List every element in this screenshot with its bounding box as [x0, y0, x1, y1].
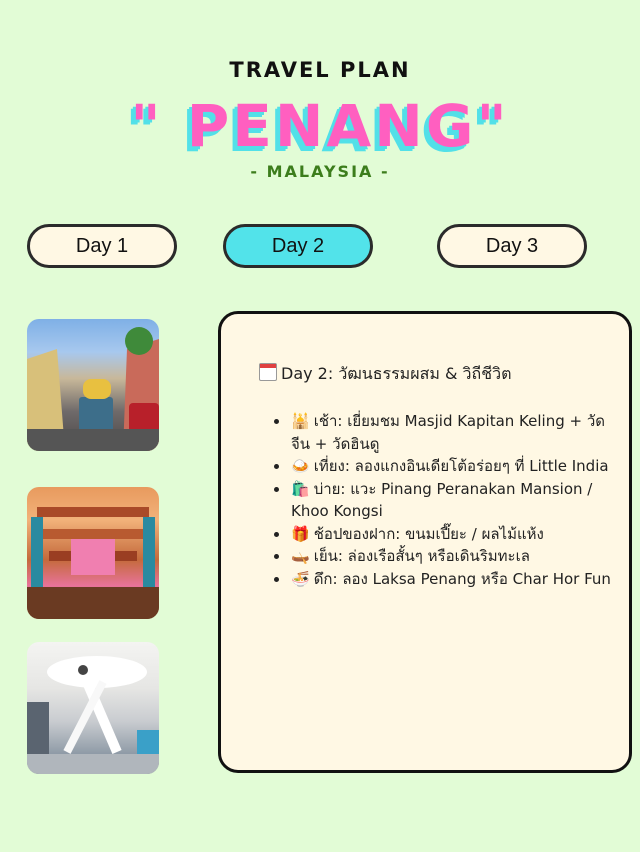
mosque-icon: 🕌 — [291, 412, 310, 430]
list-item — [291, 568, 611, 591]
page-subtitle: - MALAYSIA - — [250, 162, 390, 181]
noodle-bowl-icon: 🍜 — [291, 569, 310, 588]
modern-mall-photo — [27, 642, 159, 774]
list-item — [291, 410, 611, 455]
page-title: " PENANG" — [130, 92, 510, 160]
street-photo — [27, 319, 159, 451]
tab-day-3[interactable]: Day 3 — [437, 224, 587, 268]
shopping-bags-icon: 🛍️ — [291, 479, 310, 498]
itinerary-title — [259, 362, 511, 387]
itinerary-title-text: Day 2: วัฒนธรรมผสม & วิถีชีวิต — [281, 364, 512, 383]
list-item — [291, 455, 611, 478]
header-kicker: TRAVEL PLAN — [229, 58, 411, 82]
tab-day-1[interactable]: Day 1 — [27, 224, 177, 268]
mall-atrium-photo — [27, 487, 159, 619]
list-item — [291, 523, 611, 546]
curry-icon: 🍛 — [291, 457, 310, 475]
itinerary-card — [218, 311, 632, 773]
list-item — [291, 545, 611, 568]
list-item-text: บ่าย: แวะ Pinang Peranakan Mansion / Khoo Kongsi — [291, 479, 593, 520]
gift-icon: 🎁 — [291, 524, 310, 543]
list-item-text: เย็น: ล่องเรือสั้นๆ หรือเดินริมทะเล — [313, 547, 530, 565]
list-item-text: ดึก: ลอง Laksa Penang หรือ Char Hor Fun — [313, 569, 611, 588]
list-item-text: เที่ยง: ลองแกงอินเดียโต้อร่อยๆ ที่ Little India — [313, 457, 609, 475]
day-tabs — [0, 224, 640, 272]
calendar-icon — [259, 363, 277, 381]
list-item-text: เช้า: เยี่ยมชม Masjid Kapitan Keling + วัดจีน + วัดฮินดู — [291, 412, 605, 453]
tab-day-2[interactable]: Day 2 — [223, 224, 373, 268]
canoe-icon: 🛶 — [291, 547, 310, 565]
list-item-text: ช้อปของฝาก: ขนมเปี๊ยะ / ผลไม้แห้ง — [313, 524, 544, 543]
list-item — [291, 478, 611, 523]
itinerary-list — [271, 410, 611, 590]
